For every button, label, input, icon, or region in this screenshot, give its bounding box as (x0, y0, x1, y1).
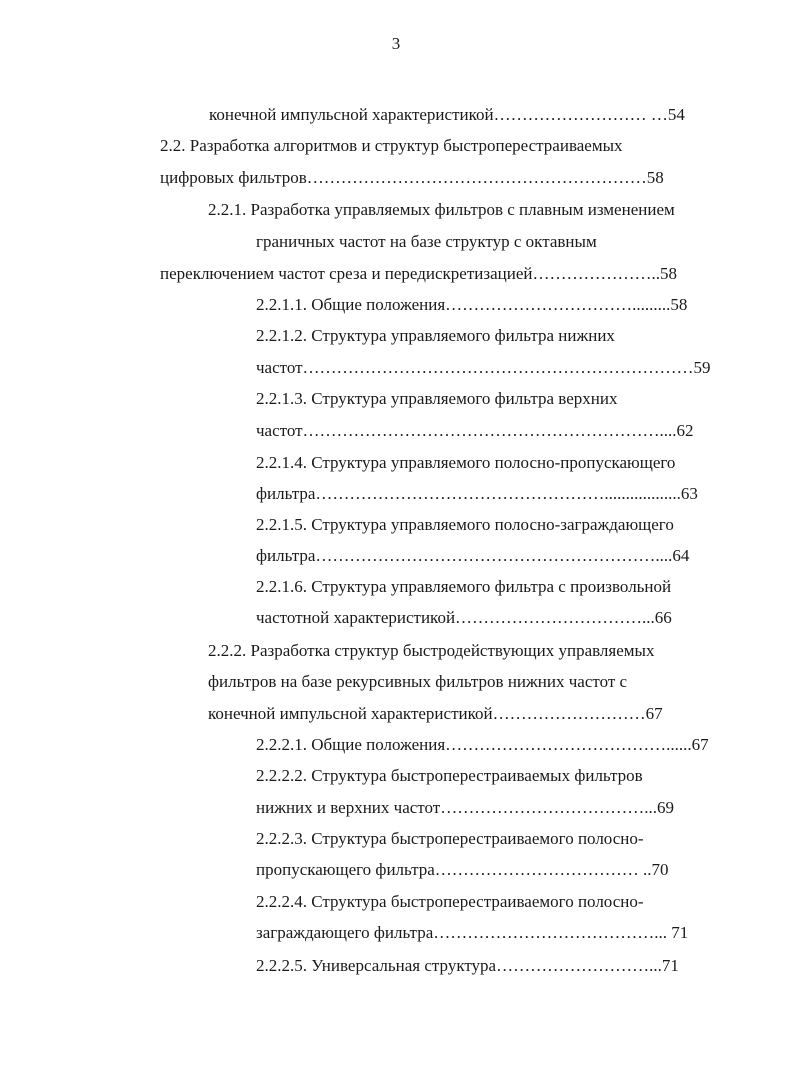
toc-line: переключением частот среза и передискретизацией…………………..58 (160, 264, 677, 283)
toc-line: 2.2.2.3. Структура быстроперестраиваемого полосно- (256, 829, 644, 848)
toc-line: цифровых фильтров……………………………………………………58 (160, 168, 664, 187)
toc-line: пропускающего фильтра……………………………… ..70 (256, 860, 669, 879)
toc-line: фильтра……………………………………………………....64 (256, 546, 690, 565)
toc-line: 2.2.1. Разработка управляемых фильтров с плавным изменением (208, 200, 675, 219)
toc-line: 2.2.1.1. Общие положения…………………………….........58 (256, 295, 688, 314)
toc-line: 2.2.2.5. Универсальная структура………………………...71 (256, 956, 679, 975)
toc-line: 2.2.1.2. Структура управляемого фильтра нижних (256, 326, 615, 345)
toc-line: 2.2.2.2. Структура быстроперестраиваемых фильтров (256, 766, 643, 785)
toc-line: 2.2.1.4. Структура управляемого полосно-пропускающего (256, 453, 676, 472)
toc-line: фильтров на базе рекурсивных фильтров нижних частот с (208, 672, 628, 691)
toc-line: конечной импульсной характеристикой……………………… …54 (209, 105, 685, 124)
toc-line: 2.2.1.3. Структура управляемого фильтра верхних (256, 389, 618, 408)
toc-line: 2.2.1.5. Структура управляемого полосно-заграждающего (256, 515, 674, 534)
toc-line: граничных частот на базе структур с октавным (256, 232, 597, 251)
page-number: 3 (391, 34, 401, 53)
toc-line: конечной импульсной характеристикой………………………67 (208, 704, 663, 723)
toc-line: 2.2. Разработка алгоритмов и структур быстроперестраиваемых (160, 136, 623, 155)
toc-line: частот………………………………………………………....62 (256, 421, 694, 440)
toc-line: 2.2.2.1. Общие положения…………………………………......67 (256, 735, 709, 754)
toc-line: нижних и верхних частот………………………………...69 (256, 798, 674, 817)
toc-line: 2.2.2. Разработка структур быстродействующих управляемых (208, 641, 655, 660)
toc-line: заграждающего фильтра…………………………………... 71 (256, 923, 689, 942)
toc-line: частот……………………………………………………………59 (256, 358, 711, 377)
toc-line: частотной характеристикой……………………………...66 (256, 608, 672, 627)
toc-line: 2.2.1.6. Структура управляемого фильтра с произвольной (256, 577, 672, 596)
toc-line: фильтра……………………………………………..................63 (256, 484, 698, 503)
toc-line: 2.2.2.4. Структура быстроперестраиваемого полосно- (256, 892, 644, 911)
